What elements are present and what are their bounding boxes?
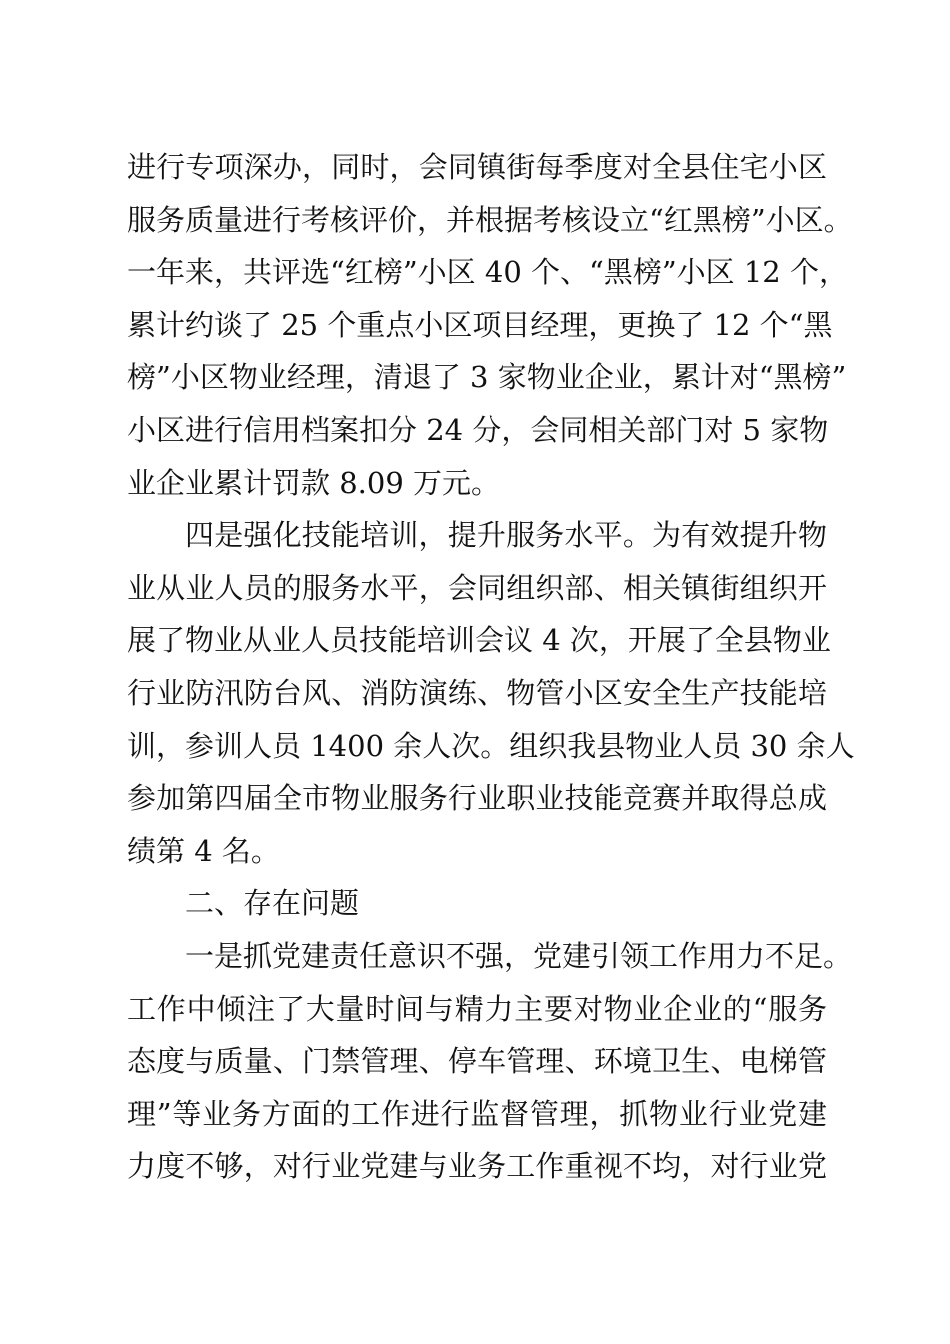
text-line: 业企业累计罚款 8.09 万元。 — [127, 465, 501, 500]
text-line: 榜”小区物业经理，清退了 3 家物业企业，累计对“黑榜” — [127, 360, 847, 395]
text-line: 参加第四届全市物业服务行业职业技能竞赛并取得总成 — [127, 781, 827, 816]
text-line: 累计约谈了 25 个重点小区项目经理，更换了 12 个“黑 — [127, 307, 833, 342]
body-text — [127, 141, 855, 1193]
paragraph-start-line: 一是抓党建责任意识不强，党建引领工作用力不足。 — [185, 938, 853, 973]
text-line: 绩第 4 名。 — [127, 833, 280, 868]
section-heading: 二、存在问题 — [185, 886, 360, 921]
text-line: 训，参训人员 1400 余人次。组织我县物业人员 30 余人 — [127, 728, 855, 763]
text-line: 行业防汛防台风、消防演练、物管小区安全生产技能培 — [127, 675, 827, 710]
paragraph-start-line: 四是强化技能培训，提升服务水平。为有效提升物 — [185, 518, 827, 553]
text-line: 工作中倾注了大量时间与精力主要对物业企业的“服务 — [127, 991, 827, 1026]
text-line: 小区进行信用档案扣分 24 分，会同相关部门对 5 家物 — [127, 412, 829, 447]
text-line: 态度与质量、门禁管理、停车管理、环境卫生、电梯管 — [127, 1044, 827, 1079]
text-line: 一年来，共评选“红榜”小区 40 个、“黑榜”小区 12 个， — [127, 255, 848, 290]
text-line: 进行专项深办，同时，会同镇街每季度对全县住宅小区 — [127, 150, 827, 184]
text-line: 力度不够，对行业党建与业务工作重视不均，对行业党 — [127, 1149, 827, 1184]
text-line: 业从业人员的服务水平，会同组织部、相关镇街组织开 — [127, 570, 827, 605]
text-line: 展了物业从业人员技能培训会议 4 次，开展了全县物业 — [127, 623, 831, 658]
text-line: 服务质量进行考核评价，并根据考核设立“红黑榜”小区。 — [127, 202, 853, 237]
text-line: 理”等业务方面的工作进行监督管理，抓物业行业党建 — [127, 1096, 827, 1131]
